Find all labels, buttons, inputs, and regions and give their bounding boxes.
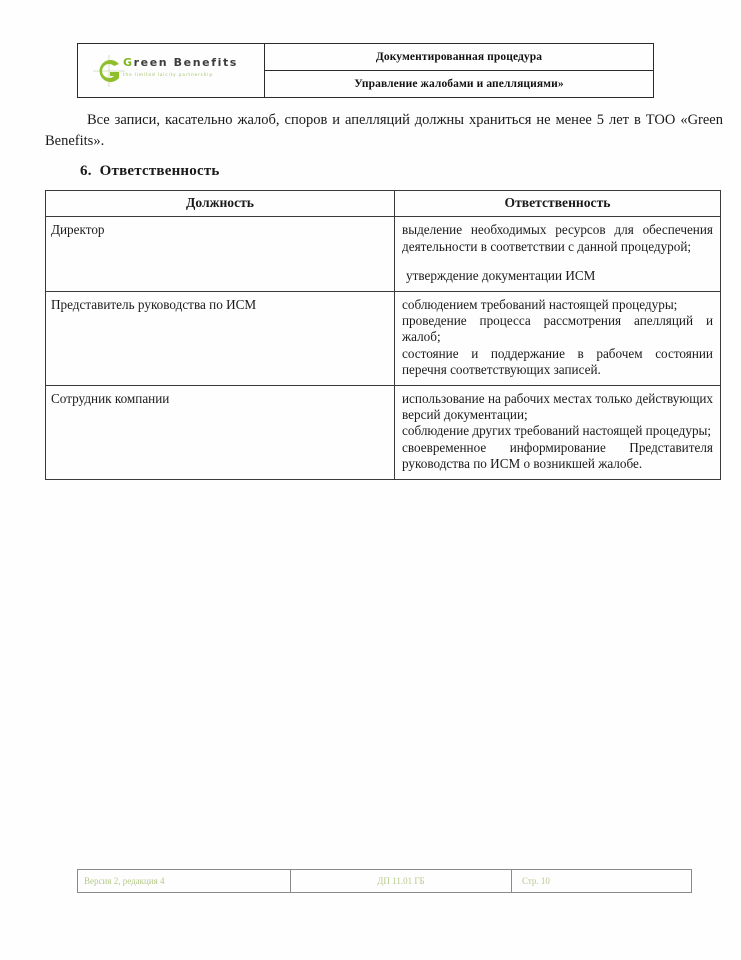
duty-item: утверждение документации ИСМ xyxy=(406,268,596,284)
cell-role: Директор xyxy=(46,217,395,291)
table-row xyxy=(46,385,721,479)
column-header-responsibility: Ответственность xyxy=(395,191,721,217)
duty-item: выделение необходимых ресурсов для обеспечения деятельности в соответствии с данной процедурой; xyxy=(402,222,713,254)
header-title-line1: Документированная процедура xyxy=(265,44,654,71)
logo-name-part3: Benefits xyxy=(173,55,238,69)
footer-page-number: Стр. 10 xyxy=(512,870,692,893)
table-header-row xyxy=(46,191,721,217)
green-benefits-logo-icon xyxy=(93,55,125,87)
duty-item: своевременное информирование Представителя руководства по ИСМ о возникшей жалобе. xyxy=(402,439,713,472)
section-title: Ответственность xyxy=(99,163,220,179)
duty-item: соблюдение других требований настоящей процедуры; xyxy=(402,423,712,439)
body-paragraph: Все записи, касательно жалоб, споров и апелляций должны храниться не менее 5 лет в ТОО «Green Benefits». xyxy=(45,112,723,149)
table-row xyxy=(46,217,721,291)
logo-cell xyxy=(78,44,265,98)
header-title-line2: Управление жалобами и апелляциями» xyxy=(265,71,654,98)
logo-name-part1: G xyxy=(123,55,134,69)
footer-doc-code: ДП 11.01 ГБ xyxy=(291,870,512,893)
cell-duties xyxy=(395,217,721,291)
section-number: 6. xyxy=(80,163,92,179)
cell-duties xyxy=(395,291,721,385)
responsibility-table xyxy=(45,190,721,480)
table-row xyxy=(46,291,721,385)
logo-tagline: the limited laicity partnership xyxy=(123,71,213,77)
duty-item: использование на рабочих местах только действующих версий документации; xyxy=(402,390,713,423)
document-footer-table xyxy=(77,869,692,893)
duty-item: состояние и поддержание в рабочем состоянии перечня соответствующих записей. xyxy=(402,345,713,378)
logo-name-part2: reen xyxy=(133,55,169,69)
logo-wordmark xyxy=(123,57,249,69)
duty-item: соблюдением требований настоящей процедуры; xyxy=(402,296,678,312)
company-logo xyxy=(91,53,251,89)
cell-role: Представитель руководства по ИСМ xyxy=(46,291,395,385)
duty-item: проведение процесса рассмотрения апелляций и жалоб; xyxy=(402,313,713,345)
cell-role: Сотрудник компании xyxy=(46,385,395,479)
document-header-table xyxy=(77,43,654,98)
cell-duties xyxy=(395,385,721,479)
logo-text-block xyxy=(123,57,249,78)
footer-version: Версия 2, редакция 4 xyxy=(78,870,291,893)
section-heading xyxy=(80,163,220,180)
column-header-role: Должность xyxy=(46,191,395,217)
